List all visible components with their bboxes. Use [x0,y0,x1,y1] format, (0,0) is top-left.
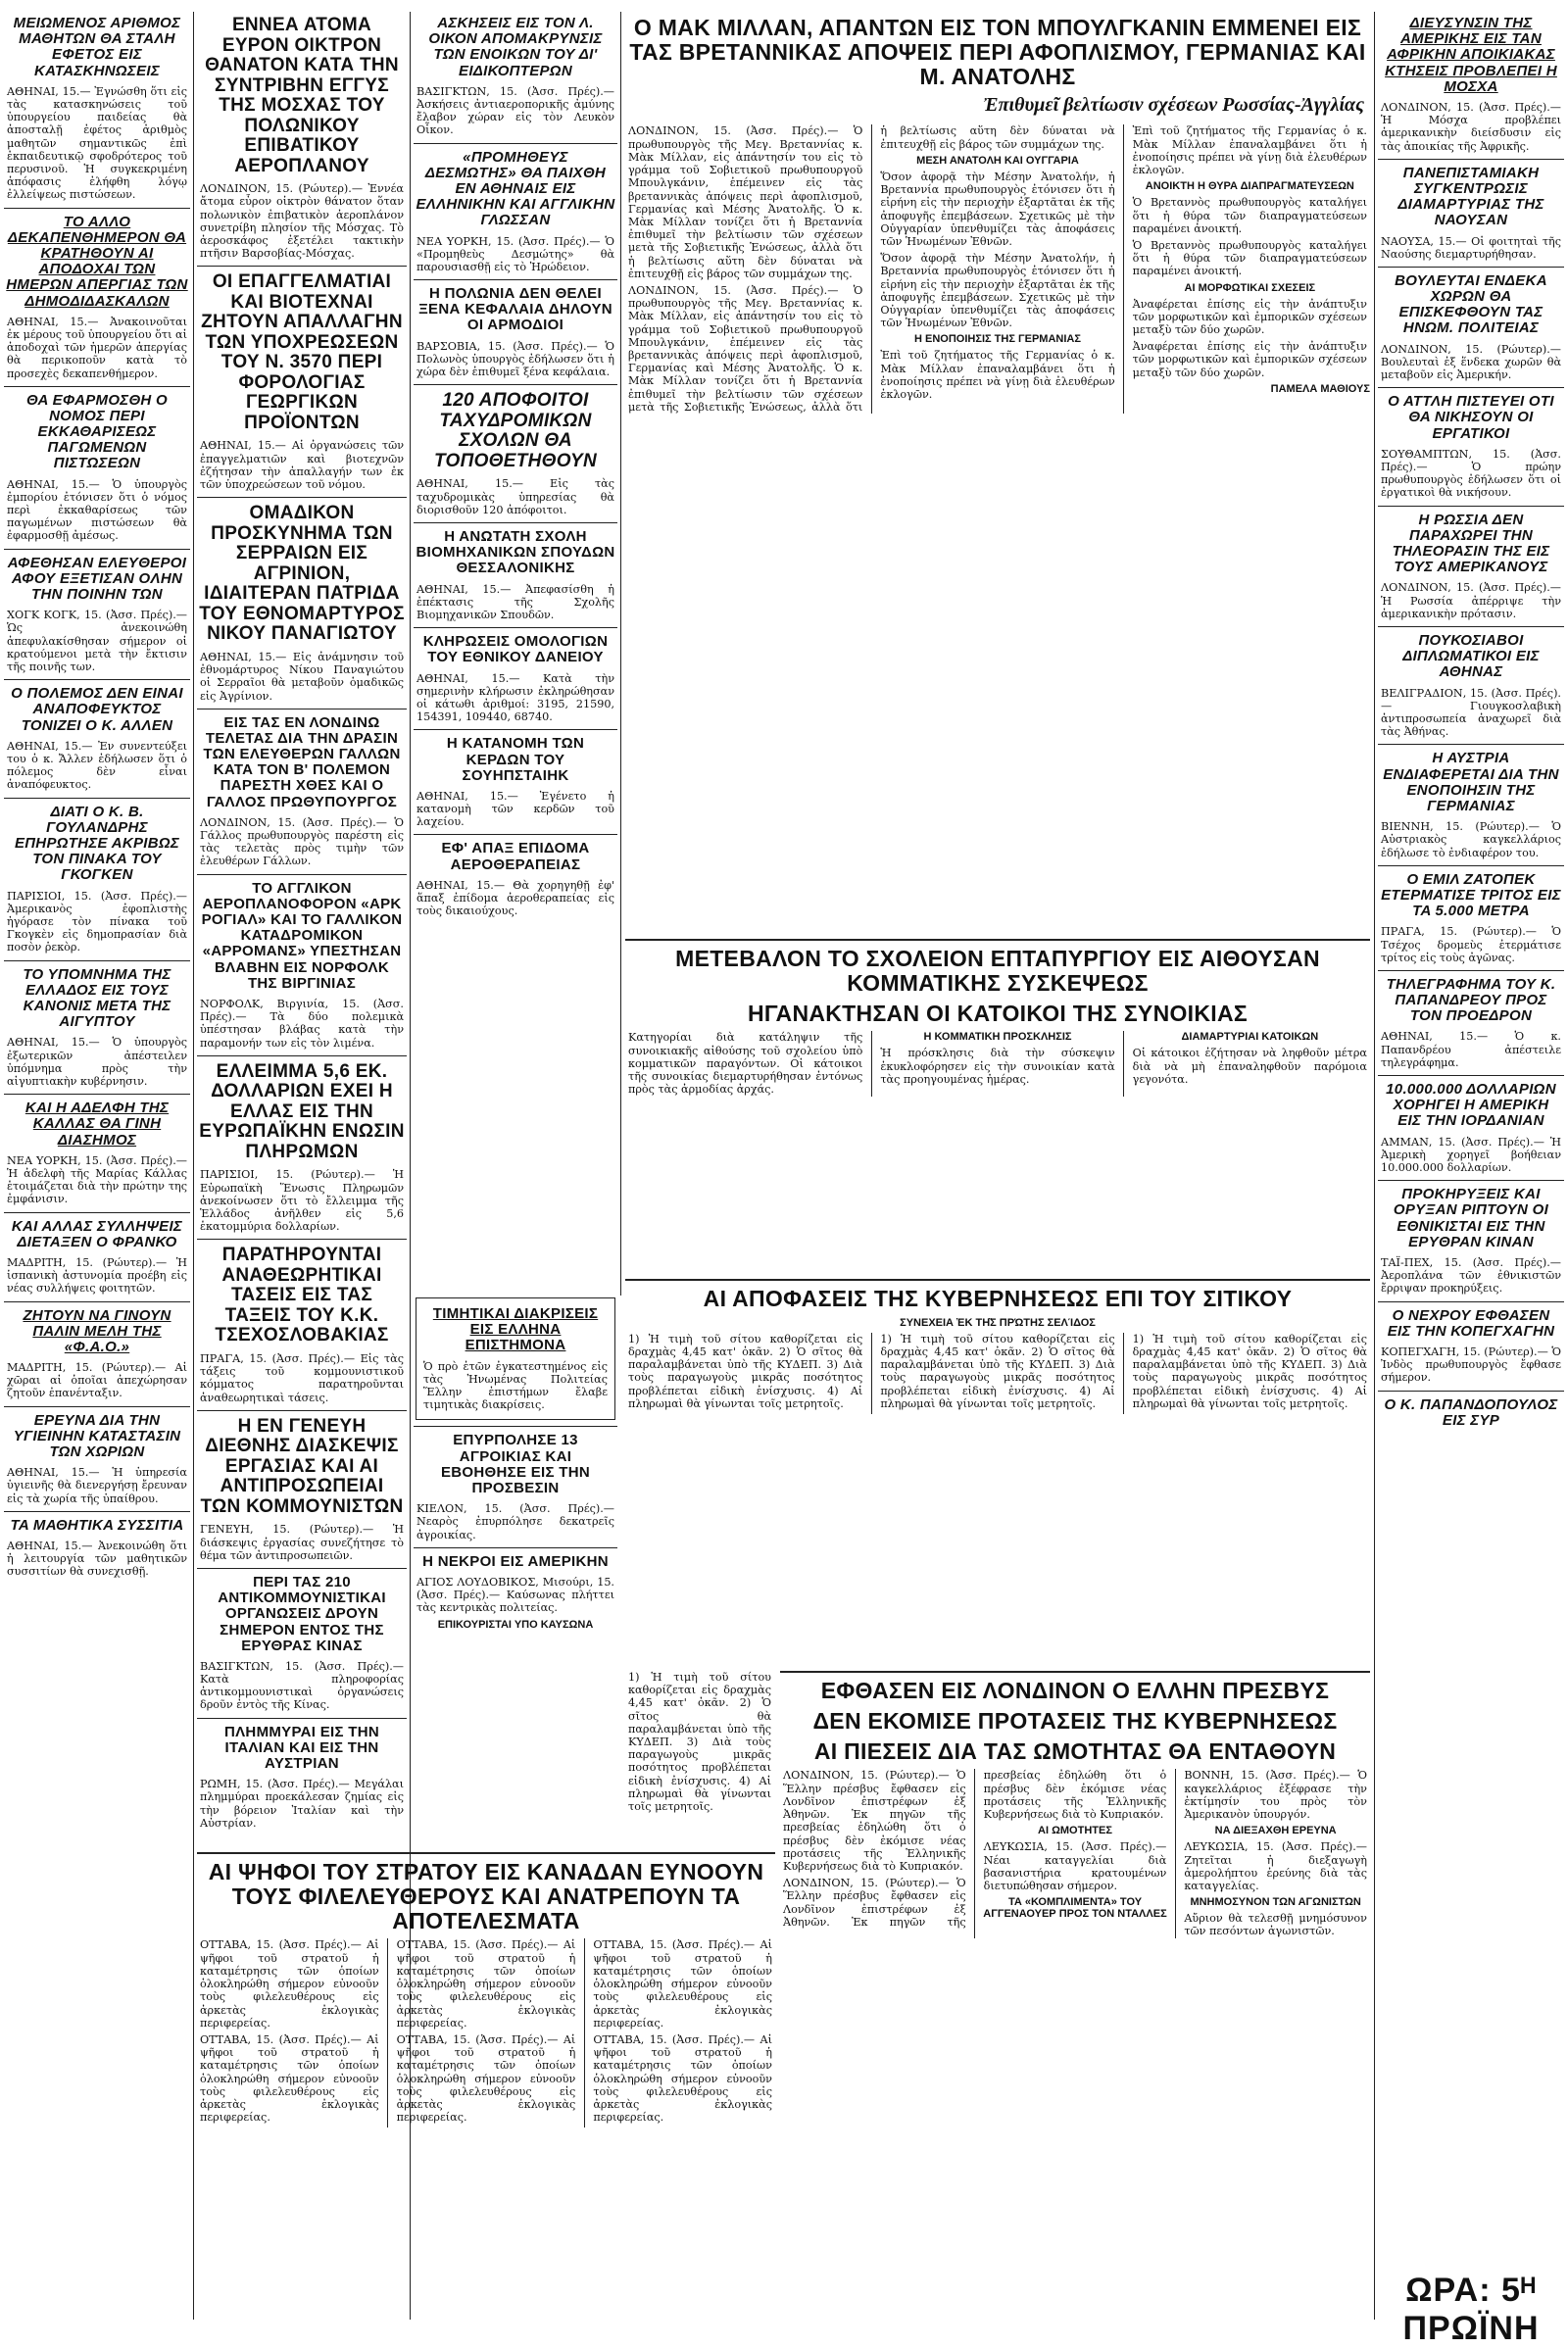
divider [1378,1075,1564,1076]
column-3-lower [414,1294,617,1842]
subheading: ΤΑ «ΚΟΜΠΛΙΜΕΝΤΑ» ΤΟΥ ΑΓΓΕΝΑΟΥΕΡ ΠΡΟΣ ΤΟΝ ΝΤΑΛΛΕΣ [983,1896,1167,1921]
article-body: ΛΟΝΔΙΝΟΝ, 15. (Ἀσσ. Πρές).— Ὁ Γάλλος πρωθυπουργὸς παρέστη εἰς τὰς τελετὰς πρὸς τιμὴν τῶν ἐλευθέρων Γάλλων. [200,815,404,868]
divider [4,1094,190,1095]
subheading: ΕΠΙΚΟΥΡΙΣΤΑΙ ΥΠΟ ΚΑΥΣΩΝΑ [437,1618,594,1631]
headline: Ο ΕΜΙΛ ΖΑΤΟΠΕΚ ΕΤΕΡΜΑΤΙΣΕ ΤΡΙΤΟΣ ΕΙΣ ΤΑ 5.000 ΜΕΤΡΑ [1381,870,1561,920]
divider [4,1511,190,1512]
divider [414,834,617,835]
article-body: ΛΟΝΔΙΝΟΝ, 15. (Ἀσσ. Πρές).— Ὁ πρωθυπουργὸς τῆς Μεγ. Βρεταννίας κ. Μὰκ Μίλλαν, εἰς ἀπάντησίν του εἰς τὸ γράμμα τοῦ Σοβιετικοῦ πρωθυπουργοῦ Μπουλγκάνιν, ἐπέμεινεν εἰς τὰς βρεταννικὰς ἀπόψεις περὶ ἀφοπλισμοῦ, Γερμανίας καὶ Μέσης Ἀνατολῆς. Ὁ κ. Μὰκ Μίλλαν τονίζει ὅτι ἡ Βρεταννία ἐπιθυμεῖ τὴν βελτίωσιν τῶν σχέσεων μετὰ τῆς Σοβιετικῆς Ἑνώσεως, ἀλλὰ ὅτι ἡ βελτίωσις αὕτη δὲν δύναται νὰ ἐπιτευχθῇ εἰς βάρος τῶν συμμάχων της. [628,124,863,280]
headline: 120 ΑΠΟΦΟΙΤΟΙ ΤΑΧΥΔΡΟΜΙΚΩΝ ΣΧΟΛΩΝ ΘΑ ΤΟΠΟΘΕΤΗΘΟΥΝ [433,390,598,471]
divider [197,1718,407,1719]
headline: ΔΙΑΤΙ Ο Κ. Β. ΓΟΥΛΑΝΔΡΗΣ ΕΠΗΡΩΤΗΣΕ ΑΚΡΙΒΩΣ ΤΟΝ ΠΙΝΑΚΑ ΤΟΥ ΓΚΟΓΚΕΝ [14,803,180,884]
divider [414,1426,617,1427]
headline: ΤΟ ΥΠΟΜΝΗΜΑ ΤΗΣ ΕΛΛΑΔΟΣ ΕΙΣ ΤΟΥΣ ΚΑΝΟΝΙΣ ΜΕΤΑ ΤΗΣ ΑΙΓΥΠΤΟΥ [23,965,172,1031]
article-body: ΛΟΝΔΙΝΟΝ, 15. (Ἀσσ. Πρές).— Ἡ Μόσχα προβλέπει ἀμερικανικὴν διείσδυσιν εἰς τὰς ἀποικίας τῆς Ἀφρικῆς. [1381,100,1561,153]
headline: ΕΦ' ΑΠΑΞ ΕΠΙΔΟΜΑ ΑΕΡΟΘΕΡΑΠΕΙΑΣ [441,840,590,873]
sitiko-story [625,1279,1370,1668]
headline: Η ΚΑΤΑΝΟΜΗ ΤΩΝ ΚΕΡΔΩΝ ΤΟΥ ΣΟΥΗΠΣΤΑΙΗΚ [446,735,585,784]
divider [4,208,190,209]
article-body: Οἱ κάτοικοι ἐζήτησαν νὰ ληφθοῦν μέτρα διὰ νὰ μὴ ἐπαναληφθοῦν παρόμοια γεγονότα. [1132,1047,1367,1086]
headline: ΑΣΚΗΣΕΙΣ ΕΙΣ ΤΟΝ Λ. ΟΙΚΟΝ ΑΠΟΜΑΚΡΥΝΣΙΣ ΤΩΝ ΕΝΟΙΚΩΝ ΤΟΥ ΔΙ' ΕΙΔΙΚΟΠΤΕΡΩΝ [428,15,603,79]
divider [1378,970,1564,971]
article-body: ΚΙΕΛΟΝ, 15. (Ἀσσ. Πρές).— Νεαρὸς ἐπυρπόλησε δεκατρεῖς ἀγροικίας. [416,1502,614,1541]
article-body: Ὅσον ἀφορᾷ τὴν Μέσην Ἀνατολήν, ἡ Βρεταννία πρωθυπουργὸς ἐτόνισεν ὅτι ἡ εἰρήνη εἰς τὴν περιοχὴν ἐξαρτᾶται ἐκ τῆς ἀποφυγῆς ἐπεμβάσεων. Σχετικῶς μὲ τὴν Οὐγγαρίαν ὑπενθυμίζει τὰς ἀποφάσεις τῶν Ἡνωμένων Ἐθνῶν. [880,170,1115,248]
subheading: ΑΝΟΙΚΤΗ Η ΘΥΡΑ ΔΙΑΠΡΑΓΜΑΤΕΥΣΕΩΝ [1145,180,1354,193]
edition-time: ΩΡΑ: 5ᴴ ΠΡΩΪΝΗ [1402,2272,1540,2347]
article-body: ΠΑΡΙΣΙΟΙ, 15. (Ρώυτερ).— Ἡ Εὐρωπαϊκὴ Ἕνωσις Πληρωμῶν ἀνεκοίνωσεν ὅτι τὸ ἔλλειμμα τῆς Ἑλλάδος ἀνῆλθεν εἰς 5,6 ἑκατομμύρια δολλαρίων. [200,1168,404,1234]
divider [4,386,190,387]
headline: Η ΠΟΛΩΝΙΑ ΔΕΝ ΘΕΛΕΙ ΞΕΝΑ ΚΕΦΑΛΑΙΑ ΔΗΛΟΥΝ ΟΙ ΑΡΜΟΔΙΟΙ [418,285,612,334]
article-body: ΛΟΝΔΙΝΟΝ, 15. (Ἀσσ. Πρές).— Ἡ Ρωσσία ἀπέρριψε τὴν ἀμερικανικὴν πρότασιν. [1381,581,1561,620]
article-body: ΒΑΡΣΟΒΙΑ, 15. (Ἀσσ. Πρές).— Ὁ Πολωνὸς ὑπουργὸς ἐδήλωσεν ὅτι ἡ χώρα δὲν ἐπιθυμεῖ ξένα κεφάλαια. [416,339,614,379]
headline: ΠΟΥΚΟΣΙΑΒΟΙ ΔΙΠΛΩΜΑΤΙΚΟΙ ΕΙΣ ΑΘΗΝΑΣ [1402,632,1540,681]
headline: ΔΙΕΥΣΥΝΣΙΝ ΤΗΣ ΑΜΕΡΙΚΗΣ ΕΙΣ ΤΑΝ ΑΦΡΙΚΗΝ ΑΠΟΙΚΙΑΚΑΣ ΚΤΗΣΕΙΣ ΠΡΟΒΛΕΠΕΙ Η ΜΟΣΧΑ [1385,15,1557,95]
article-body: ΛΟΝΔΙΝΟΝ, 15. (Ρώυτερ).— Ἐννέα ἄτομα εὗρον οἰκτρὸν θάνατον ὅταν πολωνικὸν ἐπιβατικὸν ἀεροπλάνον συνετρίβη πλησίον τῆς Μόσχας. Τὸ ἀεροσκάφος ἐξετέλει τακτικὴν πτῆσιν Βαρσοβίας-Μόσχας. [200,182,404,261]
divider [4,549,190,550]
article-body: ΟΤΤΑΒΑ, 15. (Ἀσσ. Πρές).— Αἱ ψῆφοι τοῦ στρατοῦ ἡ καταμέτρησις τῶν ὁποίων ὁλοκληρώθη σήμερον εὐνοοῦν τοὺς φιλελευθέρους εἰς ἀρκετὰς ἐκλογικὰς περιφερείας. [593,1938,772,2030]
headline: Ο Κ. ΠΑΠΑΝΔΟΠΟΥΛΟΣ ΕΙΣ ΣΥΡ [1384,1395,1558,1429]
headline: Η ΕΝ ΓΕΝΕΥΗ ΔΙΕΘΝΗΣ ΔΙΑΣΚΕΨΙΣ ΕΡΓΑΣΙΑΣ ΚΑΙ ΑΙ ΑΝΤΙΠΡΟΣΩΠΕΙΑΙ ΤΩΝ ΚΟΜΜΟΥΝΙΣΤΩΝ [200,1415,404,1517]
votes-body-columns [197,1938,775,2128]
cyprus-body-columns [780,1769,1370,1937]
headline: ΕΡΕΥΝΑ ΔΙΑ ΤΗΝ ΥΓΙΕΙΝΗΝ ΚΑΤΑΣΤΑΣΙΝ ΤΩΝ ΧΩΡΙΩΝ [13,1411,181,1461]
divider [4,679,190,680]
headline: ΤΟ ΑΓΓΛΙΚΟΝ ΑΕΡΟΠΛΑΝΟΦΟΡΟΝ «ΑΡΚ ΡΟΓΙΑΛ» ΚΑΙ ΤΟ ΓΑΛΛΙΚΟΝ ΚΑΤΑΔΡΟΜΙΚΟΝ «ΑΡΡΟΜΑΝΣ» ΥΠΕΣΤΗΣΑΝ ΒΛΑΒΗΝ ΕΙΣ ΝΟΡΦΟΛΚ ΤΗΣ ΒΙΡΓΙΝΙΑΣ [201,879,403,992]
article-body: Αὔριον θὰ τελεσθῇ μνημόσυνον τῶν πεσόντων ἀγωνιστῶν. [1184,1912,1367,1938]
divider [414,384,617,385]
divider [4,1301,190,1302]
article-body: ΝΑΟΥΣΑ, 15.— Οἱ φοιτηταὶ τῆς Ναούσης διεμαρτυρήθησαν. [1381,234,1561,261]
subheading: ΜΝΗΜΟΣΥΝΟΝ ΤΩΝ ΑΓΩΝΙΣΤΩΝ [1190,1896,1361,1909]
headline: ΟΜΑΔΙΚΟΝ ΠΡΟΣΚΥΝΗΜΑ ΤΩΝ ΣΕΡΡΑΙΩΝ ΕΙΣ ΑΓΡΙΝΙΟΝ, ΙΔΙΑΙΤΕΡΑΝ ΠΑΤΡΙΔΑ ΤΟΥ ΕΘΝΟΜΑΡΤΥΡΟΣ ΝΙΚΟΥ ΠΑΝΑΓΙΩΤΟΥ [199,503,405,645]
subheading: ΑΙ ΩΜΟΤΗΤΕΣ [1038,1825,1112,1837]
divider [414,143,617,144]
headline: 10.000.000 ΔΟΛΛΑΡΙΩΝ ΧΟΡΗΓΕΙ Η ΑΜΕΡΙΚΗ ΕΙΣ ΤΗΝ ΙΟΡΔΑΝΙΑΝ [1386,1081,1556,1130]
article-body: ΑΘΗΝΑΙ, 15.— Κατὰ τὴν σημερινὴν κλήρωσιν ἐκληρώθησαν οἱ κάτωθι ἀριθμοί: 3195, 21590, 154391, 109440, 68740. [416,671,614,724]
lead-deck: Ἐπιθυμεῖ βελτίωσιν σχέσεων Ρωσσίας-Ἀγγλίας [983,94,1364,117]
article-body: ΑΓΙΟΣ ΛΟΥΔΟΒΙΚΟΣ, Μισούρι, 15. (Ἀσσ. Πρές).— Καύσωνας πλήττει τὰς κεντρικὰς πολιτείας. [416,1575,614,1615]
divider [1378,159,1564,160]
article-body: ΑΜΜΑΝ, 15. (Ἀσσ. Πρές).— Ἡ Ἀμερικὴ χορηγεῖ βοήθειαν 10.000.000 δολλαρίων. [1381,1135,1561,1175]
divider [197,1239,407,1240]
article-body: ΑΘΗΝΑΙ, 15.— Ἀπεφασίσθη ἡ ἐπέκτασις τῆς Σχολῆς Βιομηχανικῶν Σπουδῶν. [416,582,614,621]
article-body: Ὅσον ἀφορᾷ τὴν Μέσην Ἀνατολήν, ἡ Βρεταννία πρωθυπουργὸς ἐτόνισεν ὅτι ἡ εἰρήνη εἰς τὴν περιοχὴν ἐξαρτᾶται ἐκ τῆς ἀποφυγῆς ἐπεμβάσεων. Σχετικῶς μὲ τὴν Οὐγγαρίαν ὑπενθυμίζει τὰς ἀποφάσεις τῶν Ἡνωμένων Ἐθνῶν. [880,252,1115,330]
headline: ΠΑΡΑΤΗΡΟΥΝΤΑΙ ΑΝΑΘΕΩΡΗΤΙΚΑΙ ΤΑΣΕΙΣ ΕΙΣ ΤΑΣ ΤΑΞΕΙΣ ΤΟΥ Κ.Κ. ΤΣΕΧΟΣΛΟΒΑΚΙΑΣ [215,1245,389,1346]
cyprus-headline-2: ΔΕΝ ΕΚΟΜΙΣΕ ΠΡΟΤΑΣΕΙΣ ΤΗΣ ΚΥΒΕΡΝΗΣΕΩΣ [812,1707,1338,1734]
headline: ΖΗΤΟΥΝ ΝΑ ΓΙΝΟΥΝ ΠΑΛΙΝ ΜΕΛΗ ΤΗΣ «Φ.Α.Ο.» [23,1306,172,1355]
votes-headline: ΑΙ ΨΗΦΟΙ ΤΟΥ ΣΤΡΑΤΟΥ ΕΙΣ ΚΑΝΑΔΑΝ ΕΥΝΟΟΥΝ ΤΟΥΣ ΦΙΛΕΛΕΥΘΕΡΟΥΣ ΚΑΙ ΑΝΑΤΡΕΠΟΥΝ ΤΑ ΑΠΟΤΕΛΕΣΜΑΤΑ [208,1859,764,1933]
small-column [625,1671,774,1847]
article-body: ΑΘΗΝΑΙ, 15.— Ὁ ὑπουργὸς ἐμπορίου ἐτόνισεν ὅτι ὁ νόμος περὶ ἐκκαθαρίσεως τῶν παγωμένων πιστώσεων θὰ ἐφαρμοσθῇ ἀμέσως. [7,477,187,543]
sitiko-headline: ΑΙ ΑΠΟΦΑΣΕΙΣ ΤΗΣ ΚΥΒΕΡΝΗΣΕΩΣ ΕΠΙ ΤΟΥ ΣΙΤΙΚΟΥ [703,1286,1293,1311]
lead-story [625,12,1370,933]
article-body: Ἀναφέρεται ἐπίσης εἰς τὴν ἀνάπτυξιν τῶν μορφωτικῶν καὶ ἐμπορικῶν σχέσεων μεταξὺ τῶν δύο χωρῶν. [1132,297,1367,336]
school-headline: ΜΕΤΕΒΑΛΟΝ ΤΟ ΣΧΟΛΕΙΟΝ ΕΠΤΑΠΥΡΓΙΟΥ ΕΙΣ ΑΙΘΟΥΣΑΝ ΚΟΜΜΑΤΙΚΗΣ ΣΥΣΚΕΨΕΩΣ [675,946,1320,996]
article-body: ΒΑΣΙΓΚΤΩΝ, 15. (Ἀσσ. Πρές).— Κατὰ πληροφορίας ἀντικομμουνιστικαὶ ὀργανώσεις δροῦν ἐντὸς τῆς Κίνας. [200,1659,404,1712]
divider [197,1568,407,1569]
lead-headline: Ο ΜΑΚ ΜΙΛΛΑΝ, ΑΠΑΝΤΩΝ ΕΙΣ ΤΟΝ ΜΠΟΥΛΓΚΑΝΙΝ ΕΜΜΕΝΕΙ ΕΙΣ ΤΑΣ ΒΡΕΤΑΝΝΙΚΑΣ ΑΠΟΨΕΙΣ ΠΕΡΙ ΑΦΟΠΛΙΣΜΟΥ, ΓΕΡΜΑΝΙΑΣ ΚΑΙ Μ. ΑΝΑΤΟΛΗΣ [629,15,1366,89]
divider [197,1055,407,1056]
article-body: ΑΘΗΝΑΙ, 15.— Ἡ ὑπηρεσία ὑγιεινῆς θὰ διενεργήσῃ ἔρευναν εἰς τὰ χωρία τῆς ὑπαίθρου. [7,1466,187,1505]
article-body: ΛΕΥΚΩΣΙΑ, 15. (Ἀσσ. Πρές).— Νέαι καταγγελίαι διὰ βασανιστήρια κρατουμένων διετυπώθησαν σήμερον. [983,1840,1167,1892]
article-body: ΡΩΜΗ, 15. (Ἀσσ. Πρές).— Μεγάλαι πλημμύραι προεκάλεσαν ζημίας εἰς τὴν βόρειον Ἰταλίαν καὶ τὴν Αὐστρίαν. [200,1778,404,1830]
article-body: ΑΘΗΝΑΙ, 15.— Ἐν συνεντεύξει του ὁ κ. Ἄλλεν ἐδήλωσεν ὅτι ὁ πόλεμος δὲν εἶναι ἀναπόφευκτος. [7,739,187,792]
sitiko-body-columns [625,1333,1370,1414]
article-body: ΑΘΗΝΑΙ, 15.— Ἐγνώσθη ὅτι εἰς τὰς κατασκηνώσεις τοῦ ὑπουργείου παιδείας θὰ ἀποσταλῇ ἐφέτος ἀριθμὸς μαθητῶν σημαντικῶς ἐπὶ ἐκπαιδευτικῷ σφοδρότερος τοῦ περυσινοῦ. Ἡ συγκεκριμένη ἀπόφασις ἐλήφθη λόγῳ ἐλλείψεως πιστώσεων. [7,84,187,202]
headline: ΚΛΗΡΩΣΕΙΣ ΟΜΟΛΟΓΙΩΝ ΤΟΥ ΕΘΝΙΚΟΥ ΔΑΝΕΙΟΥ [422,633,609,666]
column-3 [414,12,617,1296]
headline: ΟΙ ΕΠΑΓΓΕΛΜΑΤΙΑΙ ΚΑΙ ΒΙΟΤΕΧΝΑΙ ΖΗΤΟΥΝ ΑΠΑΛΛΑΓΗΝ ΤΩΝ ΥΠΟΧΡΕΩΣΕΩΝ ΤΟΥ Ν. 3570 ΠΕΡΙ ΦΟΡΟΛΟΓΙΑΣ ΓΕΩΡΓΙΚΩΝ ΠΡΟΪΟΝΤΩΝ [201,271,403,433]
headline: Ο ΑΤΤΛΗ ΠΙΣΤΕΥΕΙ ΟΤΙ ΘΑ ΝΙΚΗΣΟΥΝ ΟΙ ΕΡΓΑΤΙΚΟΙ [1388,393,1554,442]
article-body: ΑΘΗΝΑΙ, 15.— Ἀνακοινοῦται ἐκ μέρους τοῦ ὑπουργείου ὅτι αἱ ἀποδοχαὶ τῶν ἡμερῶν ἀπεργίας θὰ περικοποῦν κατὰ τὸ προσεχὲς δεκαπενθήμερον. [7,315,187,380]
article-body: ΛΟΝΔΙΝΟΝ, 15. (Ρώυτερ).— Ὁ Ἕλλην πρέσβυς ἔφθασεν εἰς Λονδῖνον ἐπιστρέφων ἐξ Ἀθηνῶν. Ἐκ πηγῶν τῆς πρεσβείας ἐδηλώθη ὅτι ὁ πρέσβυς δὲν ἐκόμισε νέας προτάσεις τῆς Ἑλληνικῆς Κυβερνήσεως διὰ τὸ Κυπριακόν. [783,1769,1167,1929]
byline: ΠΑΜΕΛΑ ΜΑΘΙΟΥΣ [1270,382,1370,395]
divider [1378,744,1564,745]
article-body: ΒΕΛΙΓΡΑΔΙΟΝ, 15. (Ἀσσ. Πρές).— Γιουγκοσλαβικὴ ἀντιπροσωπεία ἀναχωρεῖ διὰ τὰς Ἀθήνας. [1381,686,1561,739]
cyprus-story [780,1671,1370,2320]
divider [4,1406,190,1407]
article-body: ΟΤΤΑΒΑ, 15. (Ἀσσ. Πρές).— Αἱ ψῆφοι τοῦ στρατοῦ ἡ καταμέτρησις τῶν ὁποίων ὁλοκληρώθη σήμερον εὐνοοῦν τοὺς φιλελευθέρους εἰς ἀρκετὰς ἐκλογικὰς περιφερείας. [396,1938,576,2030]
headline: ΠΡΟΚΗΡΥΞΕΙΣ ΚΑΙ ΟΡΥΞΑΝ ΡΙΠΤΟΥΝ ΟΙ ΕΘΝΙΚΙΣΤΑΙ ΕΙΣ ΤΗΝ ΕΡΥΘΡΑΝ ΚΙΝΑΝ [1393,1186,1549,1250]
divider [1378,1301,1564,1302]
headline: ΕΙΣ ΤΑΣ ΕΝ ΛΟΝΔΙΝΩ ΤΕΛΕΤΑΣ ΔΙΑ ΤΗΝ ΔΡΑΣΙΝ ΤΩΝ ΕΛΕΥΘΕΡΩΝ ΓΑΛΛΩΝ ΚΑΤΑ ΤΟΝ Β' ΠΟΛΕΜΟΝ ΠΑΡΕΣΤΗ ΧΘΕΣ ΚΑΙ Ο ΓΑΛΛΟΣ ΠΡΩΘΥΠΟΥΡΓΟΣ [203,713,401,810]
article-body: ΑΘΗΝΑΙ, 15.— Ἐγένετο ἡ κατανομὴ τῶν κερδῶν τοῦ λαχείου. [416,789,614,829]
article-body: ΣΟΥΘΑΜΠΤΩΝ, 15. (Ἀσσ. Πρές).— Ὁ πρώην πρωθυπουργὸς ἐδήλωσεν ὅτι οἱ ἐργατικοὶ θὰ νικήσουν. [1381,447,1561,500]
article-body: ΝΕΑ ΥΟΡΚΗ, 15. (Ἀσσ. Πρές).— Ἡ ἀδελφὴ τῆς Μαρίας Κάλλας ἑτοιμάζεται διὰ τὴν πρώτην της ἐμφάνισιν. [7,1153,187,1206]
headline: ΤΙΜΗΤΙΚΑΙ ΔΙΑΚΡΙΣΕΙΣ ΕΙΣ ΕΛΛΗΝΑ ΕΠΙΣΤΗΜΟΝΑ [432,1305,599,1354]
subheading: ΝΑ ΔΙΕΞΑΧΘΗ ΕΡΕΥΝΑ [1214,1825,1337,1837]
divider [4,798,190,799]
article-body: ΛΟΝΔΙΝΟΝ, 15. (Ρώυτερ).— Βουλευταὶ ἐξ ἕνδεκα χωρῶν θὰ μεταβοῦν εἰς Ἀμερικήν. [1381,342,1561,382]
divider [1378,1391,1564,1392]
article-body: ΤΑΪ-ΠΕΧ, 15. (Ἀσσ. Πρές).— Ἀεροπλάνα τῶν ἐθνικιστῶν ἔρριψαν προκηρύξεις. [1381,1256,1561,1296]
article-body: ΑΘΗΝΑΙ, 15.— Ὁ κ. Παπανδρέου ἀπέστειλε τηλεγράφημα. [1381,1030,1561,1069]
headline: ΠΑΝΕΠΙΣΤΑΜΙΑΚΗ ΣΥΓΚΕΝΤΡΩΣΙΣ ΔΙΑΜΑΡΤΥΡΙΑΣ ΤΗΣ ΝΑΟΥΣΑΝ [1397,164,1544,229]
article-body: 1) Ἡ τιμὴ τοῦ σίτου καθορίζεται εἰς δραχμὰς 4,45 κατ' ὀκᾶν. 2) Ὁ σῖτος θὰ παραλαμβάνεται ὑπὸ τῆς ΚΥΔΕΠ. 3) Διὰ τοὺς παραγωγοὺς μικρᾶς ποσότητος προβλέπεται εἰδικὴ ἐνίσχυσις. 4) Αἱ πληρωμαὶ θὰ γίνωνται τοῖς μετρητοῖς. [628,1332,863,1410]
divider [414,522,617,523]
school-body-columns [625,1031,1370,1096]
divider [414,1547,617,1548]
headline: ΘΑ ΕΦΑΡΜΟΣΘΗ Ο ΝΟΜΟΣ ΠΕΡΙ ΕΚΚΑΘΑΡΙΣΕΩΣ ΠΑΓΩΜΕΝΩΝ ΠΙΣΤΩΣΕΩΝ [25,391,168,472]
divider [197,266,407,267]
divider [1378,865,1564,866]
headline: Η ΝΕΚΡΟΙ ΕΙΣ ΑΜΕΡΙΚΗΝ [422,1552,609,1570]
divider [197,1410,407,1411]
article-body: Κατηγορίαι διὰ κατάληψιν τῆς συνοικιακῆς αἰθούσης τοῦ σχολείου ὑπὸ κομματικῶν παραγόντων. Οἱ κάτοικοι τῆς συνοικίας διεμαρτυρήθησαν ἐντόνως πρὸς τὰς ἀρμοδίας ἀρχάς. [628,1031,863,1097]
headline: Ο ΝΕΧΡΟΥ ΕΦΘΑΣΕΝ ΕΙΣ ΤΗΝ ΚΟΠΕΓΧΑΓΗΝ [1387,1306,1555,1340]
headline: ΕΝΝΕΑ ΑΤΟΜΑ ΕΥΡΟΝ ΟΙΚΤΡΟΝ ΘΑΝΑΤΟΝ ΚΑΤΑ ΤΗΝ ΣΥΝΤΡΙΒΗΝ ΕΓΓΥΣ ΤΗΣ ΜΟΣΧΑΣ ΤΟΥ ΠΟΛΩΝΙΚΟΥ ΕΠΙΒΑΤΙΚΟΥ ΑΕΡΟΠΛΑΝΟΥ [205,15,399,176]
divider [1378,1180,1564,1181]
article-body: ΑΘΗΝΑΙ, 15.— Αἱ ὀργανώσεις τῶν ἐπαγγελματιῶν καὶ βιοτεχνῶν ἐζήτησαν τὴν ἀπαλλαγήν των ἐκ τῶν ὑποχρεώσεων τοῦ νόμου. [200,439,404,492]
headline: ΒΟΥΛΕΥΤΑΙ ΕΝΔΕΚΑ ΧΩΡΩΝ ΘΑ ΕΠΙΣΚΕΦΘΟΥΝ ΤΑΣ ΗΝΩΜ. ΠΟΛΙΤΕΙΑΣ [1395,271,1547,337]
cyprus-headline-1: ΕΦΘΑΣΕΝ ΕΙΣ ΛΟΝΔΙΝΟΝ Ο ΕΛΛΗΝ ΠΡΕΣΒΥΣ [820,1678,1330,1703]
article-body: ΑΘΗΝΑΙ, 15.— Εἰς ἀνάμνησιν τοῦ ἐθνομάρτυρος Νίκου Παναγιώτου οἱ Σερραῖοι θὰ μεταβοῦν ὁμαδικῶς εἰς Ἀγρίνιον. [200,650,404,703]
article-body: ΟΤΤΑΒΑ, 15. (Ἀσσ. Πρές).— Αἱ ψῆφοι τοῦ στρατοῦ ἡ καταμέτρησις τῶν ὁποίων ὁλοκληρώθη σήμερον εὐνοοῦν τοὺς φιλελευθέρους εἰς ἀρκετὰς ἐκλογικὰς περιφερείας. [396,2032,576,2125]
article-body: ΓΕΝΕΥΗ, 15. (Ρώυτερ).— Ἡ διάσκεψις ἐργασίας συνεζήτησε τὸ θέμα τῶν ἀντιπροσωπειῶν. [200,1523,404,1562]
article-body: ΟΤΤΑΒΑ, 15. (Ἀσσ. Πρές).— Αἱ ψῆφοι τοῦ στρατοῦ ἡ καταμέτρησις τῶν ὁποίων ὁλοκληρώθη σήμερον εὐνοοῦν τοὺς φιλελευθέρους εἰς ἀρκετὰς ἐκλογικὰς περιφερείας. [200,2032,379,2125]
divider [4,960,190,961]
divider [414,279,617,280]
votes-story [197,1852,775,2320]
column-rule [193,12,194,2320]
article-body: ΚΟΠΕΓΧΑΓΗ, 15. (Ρώυτερ).— Ὁ Ἰνδὸς πρωθυπουργὸς ἔφθασε σήμερον. [1381,1345,1561,1385]
subheading: ΑΙ ΜΟΡΦΩΤΙΚΑΙ ΣΧΕΣΕΙΣ [1184,281,1316,294]
school-story [625,939,1370,1274]
column-rule [1374,12,1375,2320]
column-2 [197,12,407,1854]
headline: «ΠΡΟΜΗΘΕΥΣ ΔΕΣΜΩΤΗΣ» ΘΑ ΠΑΙΧΘΗ ΕΝ ΑΘΗΝΑΙΣ ΕΙΣ ΕΛΛΗΝΙΚΗΝ ΚΑΙ ΑΓΓΛΙΚΗΝ ΓΛΩΣΣΑΝ [416,148,615,229]
subheading: Η ΕΝΟΠΟΙΗΣΙΣ ΤΗΣ ΓΕΡΜΑΝΙΑΣ [914,333,1081,346]
divider [1378,626,1564,627]
headline: ΠΛΗΜΜΥΡΑΙ ΕΙΣ ΤΗΝ ΙΤΑΛΙΑΝ ΚΑΙ ΕΙΣ ΤΗΝ ΑΥΣΤΡΙΑΝ [224,1723,379,1773]
column-1 [4,12,190,2320]
divider [1378,267,1564,268]
subheading: Η ΚΟΜΜΑΤΙΚΗ ΠΡΟΣΚΛΗΣΙΣ [923,1031,1072,1044]
headline: ΜΕΙΩΜΕΝΟΣ ΑΡΙΘΜΟΣ ΜΑΘΗΤΩΝ ΘΑ ΣΤΑΛΗ ΕΦΕΤΟΣ ΕΙΣ ΚΑΤΑΣΚΗΝΩΣΕΙΣ [13,15,181,79]
article-body: Ἡ πρόσκλησις διὰ τὴν σύσκεψιν ἐκυκλοφόρησεν εἰς τὴν συνοικίαν κατὰ τὰς προηγουμένας ἡμέρας. [880,1047,1115,1086]
headline: ΕΛΛΕΙΜΜΑ 5,6 ΕΚ. ΔΟΛΛΑΡΙΩΝ ΕΧΕΙ Η ΕΛΛΑΣ ΕΙΣ ΤΗΝ ΕΥΡΩΠΑΪΚΗΝ ΕΝΩΣΙΝ ΠΛΗΡΩΜΩΝ [199,1060,405,1162]
headline: Ο ΠΟΛΕΜΟΣ ΔΕΝ ΕΙΝΑΙ ΑΝΑΠΟΦΕΥΚΤΟΣ ΤΟΝΙΖΕΙ Ο Κ. ΑΛΛΕΝ [11,685,183,734]
article-body: ΟΤΤΑΒΑ, 15. (Ἀσσ. Πρές).— Αἱ ψῆφοι τοῦ στρατοῦ ἡ καταμέτρησις τῶν ὁποίων ὁλοκληρώθη σήμερον εὐνοοῦν τοὺς φιλελευθέρους εἰς ἀρκετὰς ἐκλογικὰς περιφερείας. [593,2032,772,2125]
divider [197,874,407,875]
article-body: ΜΑΔΡΙΤΗ, 15. (Ρώυτερ).— Αἱ χῶραι αἱ ὁποῖαι ἀπεχώρησαν ζητοῦν ἐπανένταξιν. [7,1361,187,1400]
article-body: Ὁ Βρεταννὸς πρωθυπουργὸς καταλήγει ὅτι ἡ θύρα τῶν διαπραγματεύσεων παραμένει ἀνοικτή. [1132,238,1367,278]
divider [1378,506,1564,507]
article-body: ΛΟΝΔΙΝΟΝ, 15. (Ἀσσ. Πρές).— Ὁ πρωθυπουργὸς τῆς Μεγ. Βρεταννίας κ. Μὰκ Μίλλαν, εἰς ἀπάντησίν του εἰς τὸ γράμμα τοῦ Σοβιετικοῦ πρωθυπουργοῦ Μπουλγκάνιν, ἐπέμεινεν εἰς τὰς βρεταννικὰς ἀπόψεις περὶ ἀφοπλισμοῦ, Γερμανίας καὶ Μέσης Ἀνατολῆς. Ὁ κ. Μὰκ Μίλλαν τονίζει ὅτι ἡ Βρεταννία ἐπιθυμεῖ τὴν βελτίωσιν τῶν σχέσεων μετὰ τῆς Σοβιετικῆς Ἑνώσεως, ἀλλὰ ὅτι ἡ βελτίωσις αὕτη δὲν δύναται νὰ ἐπιτευχθῇ εἰς βάρος τῶν συμμάχων της. [628,124,1115,414]
article-body: ΑΘΗΝΑΙ, 15.— Ὁ ὑπουργὸς ἐξωτερικῶν ἀπέστειλεν ὑπόμνημα πρὸς τὴν αἰγυπτιακὴν κυβέρνησιν. [7,1036,187,1088]
headline: ΕΠΥΡΠΟΛΗΣΕ 13 ΑΓΡΟΙΚΙΑΣ ΚΑΙ ΕΒΟΗΘΗΣΕ ΕΙΣ ΤΗΝ ΠΡΟΣΒΕΣΙΝ [441,1432,590,1496]
headline: Η ΡΩΣΣΙΑ ΔΕΝ ΠΑΡΑΧΩΡΕΙ ΤΗΝ ΤΗΛΕΟΡΑΣΙΝ ΤΗΣ ΕΙΣ ΤΟΥΣ ΑΜΕΡΙΚΑΝΟΥΣ [1392,511,1550,576]
article-body: ΠΡΑΓΑ, 15. (Ρώυτερ).— Ὁ Τσέχος δρομεὺς ἐτερμάτισε τρίτος εἰς τοὺς ἀγῶνας. [1381,925,1561,964]
article-body: ΑΘΗΝΑΙ, 15.— Ἀνεκοινώθη ὅτι ἡ λειτουργία τῶν μαθητικῶν συσσιτίων θὰ συνεχισθῇ. [7,1540,187,1579]
headline: ΤΟ ΑΛΛΟ ΔΕΚΑΠΕΝΘΗΜΕΡΟΝ ΘΑ ΚΡΑΤΗΘΟΥΝ ΑΙ ΑΠΟΔΟΧΑΙ ΤΩΝ ΗΜΕΡΩΝ ΑΠΕΡΓΙΑΣ ΤΩΝ ΔΗΜΟΔΙΔΑΣΚΑΛΩΝ [6,213,188,310]
article-body: ΒΟΝΝΗ, 15. (Ἀσσ. Πρές).— Ὁ καγκελλάριος ἐξέφρασε τὴν ἐκτίμησίν του πρὸς τὸν Ἀμερικανὸν ὑπουργόν. [1184,1769,1367,1822]
headline: Η ΑΥΣΤΡΙΑ ΕΝΔΙΑΦΕΡΕΤΑΙ ΔΙΑ ΤΗΝ ΕΝΟΠΟΙΗΣΙΝ ΤΗΣ ΓΕΡΜΑΝΙΑΣ [1383,750,1559,814]
headline: ΠΕΡΙ ΤΑΣ 210 ΑΝΤΙΚΟΜΜΟΥΝΙΣΤΙΚΑΙ ΟΡΓΑΝΩΣΕΙΣ ΔΡΟΥΝ ΣΗΜΕΡΟΝ ΕΝΤΟΣ ΤΗΣ ΕΡΥΘΡΑΣ ΚΙΝΑΣ [218,1573,386,1654]
article-body: ΜΑΔΡΙΤΗ, 15. (Ρώυτερ).— Ἡ ἱσπανικὴ ἀστυνομία προέβη εἰς νέας συλλήψεις φοιτητῶν. [7,1255,187,1296]
article-body: Ἐπὶ τοῦ ζητήματος τῆς Γερμανίας ὁ κ. Μὰκ Μίλλαν ἐπαναλαμβάνει ὅτι ἡ ἐνοποίησις πρέπει νὰ γίνῃ διὰ ἐλευθέρων ἐκλογῶν. [1132,124,1367,177]
subheading: ΔΙΑΜΑΡΤΥΡΙΑΙ ΚΑΤΟΙΚΩΝ [1181,1031,1319,1044]
school-headline-2: ΗΓΑΝΑΚΤΗΣΑΝ ΟΙ ΚΑΤΟΙΚΟΙ ΤΗΣ ΣΥΝΟΙΚΙΑΣ [748,1000,1248,1026]
article-body: ΒΑΣΙΓΚΤΩΝ, 15. (Ἀσσ. Πρές).— Ἀσκήσεις ἀντιαεροπορικῆς ἀμύνης ἔλαβον χώραν εἰς τὸν Λευκὸν Οἶκον. [416,84,614,137]
divider [197,497,407,498]
article-body: Ὁ Βρεταννὸς πρωθυπουργὸς καταλήγει ὅτι ἡ θύρα τῶν διαπραγματεύσεων παραμένει ἀνοικτή. [1132,196,1367,235]
article-body: ΒΙΕΝΝΗ, 15. (Ρώυτερ).— Ὁ Αὐστριακὸς καγκελλάριος ἐδήλωσε τὸ ἐνδιαφέρον του. [1381,820,1561,859]
headline: ΑΦΕΘΗΣΑΝ ΕΛΕΥΘΕΡΟΙ ΑΦΟΥ ΕΞΕΤΙΣΑΝ ΟΛΗΝ ΤΗΝ ΠΟΙΝΗΝ ΤΩΝ [7,554,187,604]
article-body: ΧΟΓΚ ΚΟΓΚ, 15. (Ἀσσ. Πρές).— Ὡς ἀνεκοινώθη ἀπεφυλακίσθησαν σήμερον οἱ κρατούμενοι μετὰ τὴν ἔκτισιν τῆς ποινῆς των. [7,609,187,674]
article-body: 1) Ἡ τιμὴ τοῦ σίτου καθορίζεται εἰς δραχμὰς 4,45 κατ' ὀκᾶν. 2) Ὁ σῖτος θὰ παραλαμβάνεται ὑπὸ τῆς ΚΥΔΕΠ. 3) Διὰ τοὺς παραγωγοὺς μικρᾶς ποσότητος προβλέπεται εἰδικὴ ἐνίσχυσις. 4) Αἱ πληρωμαὶ θὰ γίνωνται τοῖς μετρητοῖς. [880,1332,1115,1410]
lead-body-columns [625,124,1370,413]
divider [414,627,617,628]
boxed-article [416,1297,615,1420]
cyprus-headline-3: ΑΙ ΠΙΕΣΕΙΣ ΔΙΑ ΤΑΣ ΩΜΟΤΗΤΑΣ ΘΑ ΕΝΤΑΘΟΥΝ [813,1737,1337,1764]
headline: ΚΑΙ Η ΑΔΕΛΦΗ ΤΗΣ ΚΑΛΛΑΣ ΘΑ ΓΙΝΗ ΔΙΑΣΗΜΟΣ [24,1100,170,1149]
article-body: ΝΟΡΦΟΛΚ, Βιργινία, 15. (Ἀσσ. Πρές).— Τὰ δύο πολεμικὰ ὑπέστησαν βλάβας κατὰ τὴν παραμονήν των εἰς τὸν λιμένα. [200,997,404,1050]
article-body: Ἐπὶ τοῦ ζητήματος τῆς Γερμανίας ὁ κ. Μὰκ Μίλλαν ἐπαναλαμβάνει ὅτι ἡ ἐνοποίησις πρέπει νὰ γίνῃ διὰ ἐλευθέρων ἐκλογῶν. [880,349,1115,401]
headline: ΚΑΙ ΑΛΛΑΣ ΣΥΛΛΗΨΕΙΣ ΔΙΕΤΑΞΕΝ Ο ΦΡΑΝΚΟ [11,1217,183,1250]
article-body: 1) Ἡ τιμὴ τοῦ σίτου καθορίζεται εἰς δραχμὰς 4,45 κατ' ὀκᾶν. 2) Ὁ σῖτος θὰ παραλαμβάνεται ὑπὸ τῆς ΚΥΔΕΠ. 3) Διὰ τοὺς παραγωγοὺς μικρᾶς ποσότητος προβλέπεται εἰδικὴ ἐνίσχυσις. 4) Αἱ πληρωμαὶ θὰ γίνωνται τοῖς μετρητοῖς. [1132,1332,1367,1410]
headline: Η ΑΝΩΤΑΤΗ ΣΧΟΛΗ ΒΙΟΜΗΧΑΝΙΚΩΝ ΣΠΟΥΔΩΝ ΘΕΣΣΑΛΟΝΙΚΗΣ [416,527,615,577]
column-6 [1378,12,1564,2320]
article-body: ΑΘΗΝΑΙ, 15.— Εἰς τὰς ταχυδρομικὰς ὑπηρεσίας θὰ διορισθοῦν 120 ἀπόφοιτοι. [416,477,614,516]
headline: ΤΗΛΕΓΡΑΦΗΜΑ ΤΟΥ Κ. ΠΑΠΑΝΔΡΕΟΥ ΠΡΟΣ ΤΟΝ ΠΡΟΕΔΡΟΝ [1386,975,1556,1025]
divider [414,729,617,730]
continued-label: ΣΥΝΕΧΕΙΑ ἘΚ ΤΗ͂Σ ΠΡΏΤΗΣ ΣΕΛΊΔΟΣ [900,1316,1096,1329]
article-body: 1) Ἡ τιμὴ τοῦ σίτου καθορίζεται εἰς δραχμὰς 4,45 κατ' ὀκᾶν. 2) Ὁ σῖτος θὰ παραλαμβάνεται ὑπὸ τῆς ΚΥΔΕΠ. 3) Διὰ τοὺς παραγωγοὺς μικρᾶς ποσότητος προβλέπεται εἰδικὴ ἐνίσχυσις. 4) Αἱ πληρωμαὶ θὰ γίνωνται τοῖς μετρητοῖς. [628,1671,771,1814]
divider [1378,387,1564,388]
article-body: ΛΕΥΚΩΣΙΑ, 15. (Ἀσσ. Πρές).— Ζητεῖται ἡ διεξαγωγὴ ἀμερολήπτου ἐρεύνης διὰ τὰς καταγγελίας. [1184,1840,1367,1892]
article-body: Ὁ πρὸ ἐτῶν ἐγκατεστημένος εἰς τὰς Ἡνωμένας Πολιτείας Ἕλλην ἐπιστήμων ἔλαβε τιμητικὰς διακρίσεις. [423,1359,608,1412]
article-body: ΑΘΗΝΑΙ, 15.— Θὰ χορηγηθῇ ἐφ' ἅπαξ ἐπίδομα ἀεροθεραπείας εἰς τοὺς δικαιούχους. [416,878,614,918]
column-rule [620,12,621,1296]
headline: ΤΑ ΜΑΘΗΤΙΚΑ ΣΥΣΣΙΤΙΑ [10,1516,184,1534]
article-body: ΝΕΑ ΥΟΡΚΗ, 15. (Ἀσσ. Πρές).— Ὁ «Προμηθεὺς Δεσμώτης» θὰ παρουσιασθῇ εἰς τὸ Ἡρώδειον. [416,234,614,273]
article-body: ΠΡΑΓΑ, 15. (Ἀσσ. Πρές).— Εἰς τὰς τάξεις τοῦ κομμουνιστικοῦ κόμματος παρατηροῦνται ἀναθεωρητικαὶ τάσεις. [200,1351,404,1404]
subheading: ΜΕΣΗ ΑΝΑΤΟΛΗ ΚΑΙ ΟΥΓΓΑΡΙΑ [916,154,1079,167]
article-body: ΟΤΤΑΒΑ, 15. (Ἀσσ. Πρές).— Αἱ ψῆφοι τοῦ στρατοῦ ἡ καταμέτρησις τῶν ὁποίων ὁλοκληρώθη σήμερον εὐνοοῦν τοὺς φιλελευθέρους εἰς ἀρκετὰς ἐκλογικὰς περιφερείας. [200,1938,379,2030]
divider [4,1212,190,1213]
article-body: ΠΑΡΙΣΙΟΙ, 15. (Ἀσσ. Πρές).— Ἀμερικανὸς ἐφοπλιστὴς ἠγόρασε τὸν πίνακα τοῦ Γκογκὲν εἰς δημοπρασίαν διὰ ποσὸν ῥεκὸρ. [7,889,187,954]
article-body: Ἀναφέρεται ἐπίσης εἰς τὴν ἀνάπτυξιν τῶν μορφωτικῶν καὶ ἐμπορικῶν σχέσεων μεταξὺ τῶν δύο χωρῶν. [1132,340,1367,379]
article-body: ΛΟΝΔΙΝΟΝ, 15. (Ρώυτερ).— Ὁ Ἕλλην πρέσβυς ἔφθασεν εἰς Λονδῖνον ἐπιστρέφων ἐξ Ἀθηνῶν. Ἐκ πηγῶν τῆς πρεσβείας ἐδηλώθη ὅτι ὁ πρέσβυς δὲν ἐκόμισε νέας προτάσεις τῆς Ἑλληνικῆς Κυβερνήσεως διὰ τὸ Κυπριακόν. [783,1769,966,1873]
